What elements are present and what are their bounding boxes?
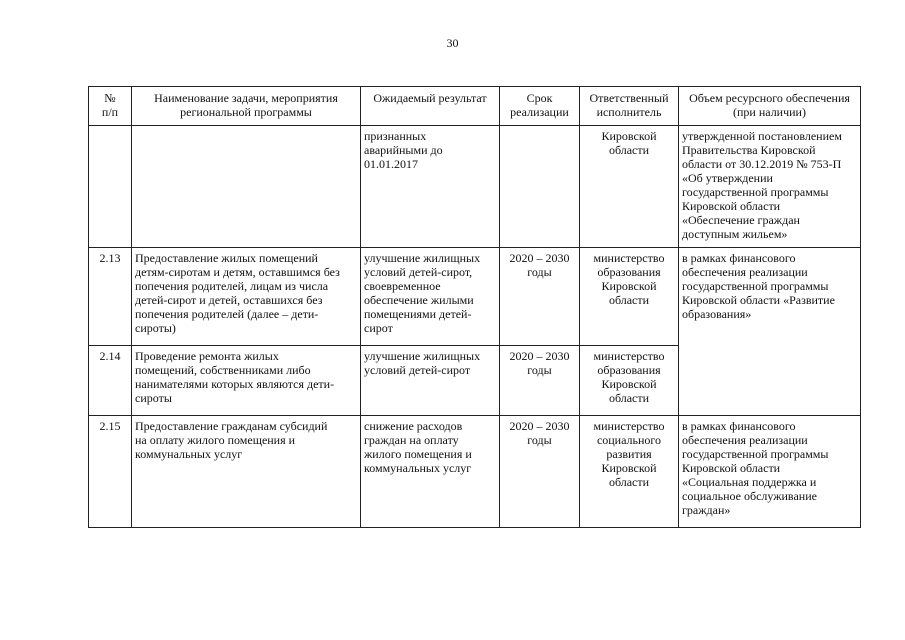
header-number: № п/п [89, 87, 132, 126]
cell-task-name [132, 126, 361, 248]
cell-expected-result: снижение расходов граждан на оплату жилого помещения и коммунальных услуг [361, 416, 500, 528]
page-number: 30 [446, 36, 459, 50]
cell-task-name: Предоставление жилых помещений детям-сиротам и детям, оставшимся без попечения родителей, лицам из числа детей-сирот и детей, оставшихся без попечения родителей (далее – дети- сироты) [132, 248, 361, 346]
cell-term: 2020 – 2030 годы [500, 346, 580, 416]
cell-number: 2.14 [89, 346, 132, 416]
header-expected-result: Ожидаемый результат [361, 87, 500, 126]
cell-term [500, 126, 580, 248]
table-header-row [89, 87, 861, 126]
cell-resources: утвержденной постановлением Правительства Кировской области от 30.12.2019 № 753-П «Об утверждении государственной программы Кировской области «Обеспечение граждан доступным жильем» [679, 126, 861, 248]
cell-number [89, 126, 132, 248]
header-responsible: Ответственный исполнитель [580, 87, 679, 126]
header-resources: Объем ресурсного обеспечения (при наличии) [679, 87, 861, 126]
header-term: Срок реализации [500, 87, 580, 126]
table-row [89, 248, 861, 346]
program-table [88, 86, 861, 528]
header-task-name: Наименование задачи, мероприятия региональной программы [132, 87, 361, 126]
cell-resources: в рамках финансового обеспечения реализации государственной программы Кировской области «Социальная поддержка и социальное обслуживание граждан» [679, 416, 861, 528]
cell-responsible: министерство социального развития Кировской области [580, 416, 679, 528]
cell-expected-result: признанных аварийными до 01.01.2017 [361, 126, 500, 248]
cell-number: 2.13 [89, 248, 132, 346]
cell-term: 2020 – 2030 годы [500, 248, 580, 346]
cell-responsible: Кировской области [580, 126, 679, 248]
cell-expected-result: улучшение жилищных условий детей-сирот, своевременное обеспечение жилыми помещениями детей- сирот [361, 248, 500, 346]
cell-task-name: Проведение ремонта жилых помещений, собственниками либо нанимателями которых являются дети- сироты [132, 346, 361, 416]
cell-term: 2020 – 2030 годы [500, 416, 580, 528]
table-row [89, 416, 861, 528]
cell-resources: в рамках финансового обеспечения реализации государственной программы Кировской области «Развитие образования» [679, 248, 861, 416]
cell-number: 2.15 [89, 416, 132, 528]
cell-expected-result: улучшение жилищных условий детей-сирот [361, 346, 500, 416]
cell-responsible: министерство образования Кировской области [580, 346, 679, 416]
cell-task-name: Предоставление гражданам субсидий на оплату жилого помещения и коммунальных услуг [132, 416, 361, 528]
cell-responsible: министерство образования Кировской области [580, 248, 679, 346]
table-row [89, 126, 861, 248]
